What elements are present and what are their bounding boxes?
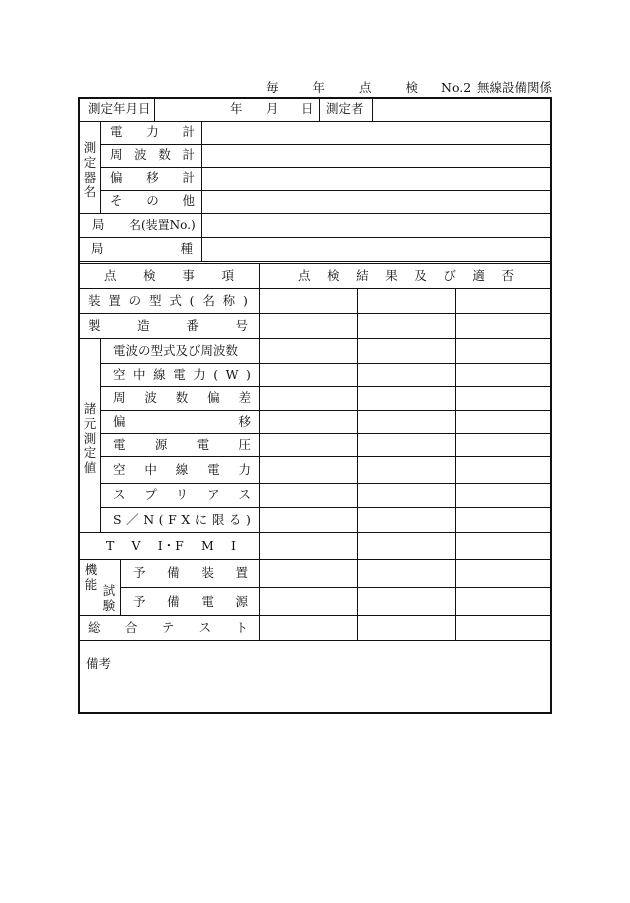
label-glyph: 点 [104, 268, 117, 283]
overall-test-label [88, 622, 248, 635]
label-glyph: ス [198, 620, 212, 635]
rule [201, 121, 202, 261]
label-glyph: 計 [182, 170, 195, 185]
label-glyph: 線 [153, 367, 166, 382]
label-glyph: 番 [186, 318, 199, 333]
label-glyph: 限 [211, 512, 225, 527]
label-glyph: 源 [235, 594, 248, 609]
date-day-label: 日 [301, 101, 314, 116]
label-glyph: 測 [83, 140, 97, 155]
rule [120, 587, 551, 588]
label-glyph: 偏 [113, 414, 126, 429]
label-glyph: 偏 [207, 390, 220, 405]
label-glyph: 電 [207, 462, 220, 477]
label-glyph: ) [243, 293, 248, 308]
label-glyph: 空 [113, 367, 126, 382]
label-glyph: ス [113, 487, 126, 502]
label-glyph: 検 [143, 268, 156, 283]
label-glyph: 号 [235, 318, 248, 333]
label-glyph: 力 [238, 462, 251, 477]
label-glyph: M [201, 538, 214, 553]
label-glyph: 点 [298, 268, 311, 283]
label-glyph: の [128, 293, 142, 308]
rule [100, 190, 551, 191]
label-glyph: プ [144, 487, 157, 502]
spec-deviation [113, 416, 251, 429]
rule [120, 559, 121, 615]
label-glyph: ) [245, 512, 251, 527]
label-glyph: W [225, 367, 239, 382]
label-glyph: 予 [133, 565, 146, 580]
label-glyph: 定 [83, 445, 97, 461]
label-glyph: 中 [133, 367, 146, 382]
label-glyph: る [228, 512, 242, 527]
label-glyph: ト [235, 620, 248, 635]
measurer-label: 測定者 [326, 101, 364, 116]
date-month-label: 月 [266, 101, 279, 116]
label-glyph: 器 [83, 169, 97, 185]
label-glyph: F [168, 512, 177, 527]
label-glyph: 差 [238, 390, 251, 405]
label-glyph: ) [246, 367, 251, 382]
rule [100, 456, 551, 457]
label-glyph: S [113, 512, 122, 527]
function-group-label-b [102, 584, 116, 614]
rule [79, 313, 551, 314]
label-glyph: リ [175, 487, 189, 502]
rule [100, 144, 551, 145]
station-name-label-b: 名(装置No.) [129, 218, 196, 232]
remarks-label: 備考 [86, 656, 112, 671]
inspection-result-header [298, 270, 514, 283]
instrument-frequency-counter [110, 149, 195, 162]
label-glyph: 空 [113, 462, 126, 477]
label-glyph: 電 [110, 124, 123, 139]
label-glyph: 偏 [110, 170, 123, 185]
rule [100, 386, 551, 387]
label-glyph: 電波の型式及び周波数 [113, 343, 239, 358]
rule [319, 98, 320, 121]
station-type-label [91, 243, 193, 256]
rule [100, 338, 101, 532]
rule [357, 288, 358, 640]
label-glyph: 置 [235, 565, 248, 580]
label-glyph: ( [213, 367, 219, 382]
label-glyph: 称 [222, 293, 236, 308]
label-glyph: 計 [182, 124, 195, 139]
label-glyph: に [194, 512, 208, 527]
form-category: 無線設備関係 [477, 80, 553, 95]
label-glyph: 試 [102, 583, 116, 598]
label-glyph: 電 [196, 437, 210, 452]
label-glyph: 波 [144, 390, 157, 405]
label-glyph: 局 [91, 241, 104, 256]
measurement-date-label: 測定年月日 [88, 101, 151, 116]
spec-spurious [113, 489, 251, 502]
rule [100, 507, 551, 508]
label-glyph: テ [161, 620, 175, 635]
rule [100, 363, 551, 364]
rule [79, 338, 551, 339]
label-glyph: 適 [472, 268, 485, 283]
label-glyph: そ [110, 193, 123, 208]
label-glyph: 型 [148, 293, 162, 308]
spec-sn-fx-only [113, 514, 251, 527]
label-glyph: 予 [133, 594, 146, 609]
label-glyph: 源 [154, 437, 168, 452]
rule [79, 237, 551, 238]
label-glyph: 名 [83, 184, 97, 200]
label-glyph: 事 [182, 268, 195, 283]
label-glyph: 移 [238, 414, 251, 429]
label-glyph: 測 [83, 430, 97, 446]
label-glyph: N [143, 512, 155, 527]
rule [100, 483, 551, 484]
label-glyph: 計 [182, 147, 195, 162]
label-glyph: 毎 [266, 80, 279, 95]
rule [455, 288, 456, 640]
instrument-deviation-meter [110, 172, 195, 185]
label-glyph: 数 [158, 147, 171, 162]
rule [79, 121, 551, 122]
label-glyph: 置 [108, 293, 121, 308]
label-glyph: 年 [312, 80, 325, 95]
rule [79, 532, 551, 533]
label-glyph: I [231, 538, 236, 553]
instrument-group-label [83, 141, 97, 200]
rule [79, 261, 551, 262]
header-title [266, 82, 418, 95]
rule [100, 433, 551, 434]
label-glyph: 種 [180, 241, 193, 256]
device-model-name-label [88, 295, 248, 308]
rule [79, 615, 551, 616]
label-glyph: 合 [124, 620, 138, 635]
label-glyph: 圧 [238, 437, 251, 452]
label-glyph: 元 [83, 415, 97, 431]
label-glyph: 力 [146, 124, 159, 139]
label-glyph: 中 [144, 462, 157, 477]
label-glyph: 装 [88, 293, 101, 308]
spec-measurement-group-label [83, 402, 97, 476]
label-glyph: 機 [84, 562, 98, 577]
rule [79, 263, 551, 264]
label-glyph: ( [189, 293, 195, 308]
rule [100, 121, 101, 213]
label-glyph: 電 [201, 594, 214, 609]
rule [79, 213, 551, 214]
label-glyph: 諸 [83, 401, 97, 416]
label-glyph: 検 [327, 268, 340, 283]
date-year-label: 年 [230, 101, 243, 116]
rule [79, 640, 551, 641]
label-glyph: 及 [414, 268, 427, 283]
rule [154, 98, 155, 121]
rule [79, 559, 551, 560]
spec-supply-voltage [113, 439, 251, 452]
label-glyph: 力 [193, 367, 206, 382]
label-glyph: の [146, 193, 159, 208]
rule [259, 263, 260, 640]
label-glyph: ア [207, 487, 220, 502]
label-glyph: 数 [175, 390, 189, 405]
tvi-fmi-label [106, 540, 236, 553]
instrument-power-meter [110, 126, 195, 139]
label-glyph: ( [158, 512, 164, 527]
label-glyph: 備 [167, 594, 180, 609]
label-glyph: 能 [84, 576, 98, 592]
label-glyph: 名 [202, 293, 215, 308]
label-glyph: 総 [88, 620, 101, 635]
label-glyph: び [443, 268, 456, 283]
spec-antenna-power-w [113, 369, 251, 382]
func-spare-device [133, 567, 248, 580]
label-glyph: 検 [405, 80, 418, 95]
label-glyph: 周 [113, 390, 126, 405]
label-glyph: 移 [146, 170, 159, 185]
label-glyph: 造 [137, 318, 150, 333]
function-group-label-a [84, 563, 98, 593]
label-glyph: 線 [175, 462, 189, 477]
func-spare-power [133, 596, 248, 609]
station-name-label-a: 局 [92, 217, 105, 232]
label-glyph: 周 [110, 147, 123, 162]
label-glyph: 電 [173, 367, 186, 382]
label-glyph: T [106, 538, 115, 553]
label-glyph: 験 [102, 597, 116, 613]
label-glyph: 否 [501, 268, 514, 283]
label-glyph: ス [238, 487, 251, 502]
label-glyph: 定 [83, 154, 97, 170]
label-glyph: 波 [134, 147, 147, 162]
spec-antenna-power [113, 464, 251, 477]
label-glyph: 式 [169, 293, 182, 308]
spec-emission-type-frequency [113, 345, 251, 358]
spec-frequency-deviation [113, 392, 251, 405]
label-glyph: 製 [88, 318, 101, 333]
label-glyph: 果 [385, 268, 398, 283]
label-glyph: V [131, 538, 141, 553]
label-glyph: 装 [201, 565, 214, 580]
serial-number-label [88, 320, 248, 333]
label-glyph: 結 [356, 268, 369, 283]
label-glyph: I・F [157, 538, 184, 553]
label-glyph: 電 [113, 437, 126, 452]
label-glyph: 点 [358, 80, 372, 95]
label-glyph: ／ [126, 512, 139, 527]
label-glyph: 備 [167, 565, 180, 580]
label-glyph: 値 [83, 460, 97, 475]
instrument-other [110, 195, 195, 208]
form-number: No.2 [441, 80, 472, 95]
inspection-item-header [104, 270, 234, 283]
rule [372, 98, 373, 121]
label-glyph: 他 [182, 193, 195, 208]
rule [100, 167, 551, 168]
label-glyph: X [181, 512, 191, 527]
label-glyph: 項 [221, 268, 234, 283]
rule [79, 288, 551, 289]
rule [100, 410, 551, 411]
